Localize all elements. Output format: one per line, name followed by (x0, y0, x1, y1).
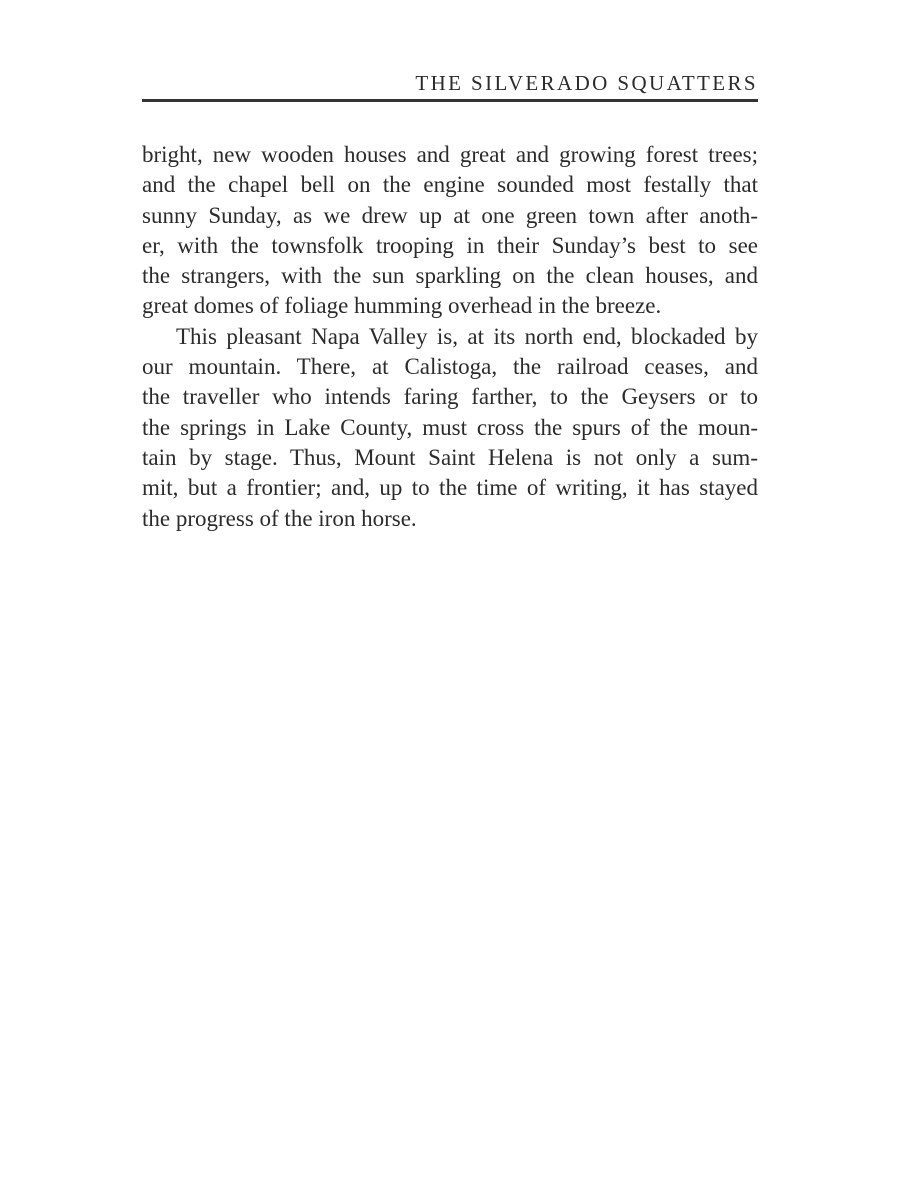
text-line: and the chapel bell on the engine sounded most festally that (142, 172, 758, 198)
text-line: bright, new wooden houses and great and growing forest trees; (142, 142, 758, 167)
text-line: mit, but a frontier; and, up to the time of writing, it has stayed (142, 475, 758, 501)
text-line: the traveller who intends faring farther, to the Geysers or to (142, 384, 758, 410)
text-line: great domes of foliage humming overhead in the breeze. (142, 293, 662, 319)
text-line: sunny Sunday, as we drew up at one green town after anoth- (142, 202, 758, 228)
text-line: our mountain. There, at Calistoga, the railroad ceases, and (142, 354, 758, 380)
text-line: This pleasant Napa Valley is, at its north end, blockaded by (176, 323, 758, 349)
text-line: er, with the townsfolk trooping in their Sunday’s best to see (142, 232, 758, 258)
text-line: the springs in Lake County, must cross the spurs of the moun- (142, 414, 758, 440)
text-line: the progress of the iron horse. (142, 505, 417, 531)
header-rule (142, 99, 758, 102)
text-line: tain by stage. Thus, Mount Saint Helena is not only a sum- (142, 444, 758, 470)
running-head: THE SILVERADO SQUATTERS (415, 71, 758, 95)
paragraph-1 (142, 140, 758, 322)
body-text (142, 140, 758, 534)
paragraph-2 (142, 322, 758, 534)
text-line: the strangers, with the sun sparkling on the clean houses, and (142, 263, 758, 289)
